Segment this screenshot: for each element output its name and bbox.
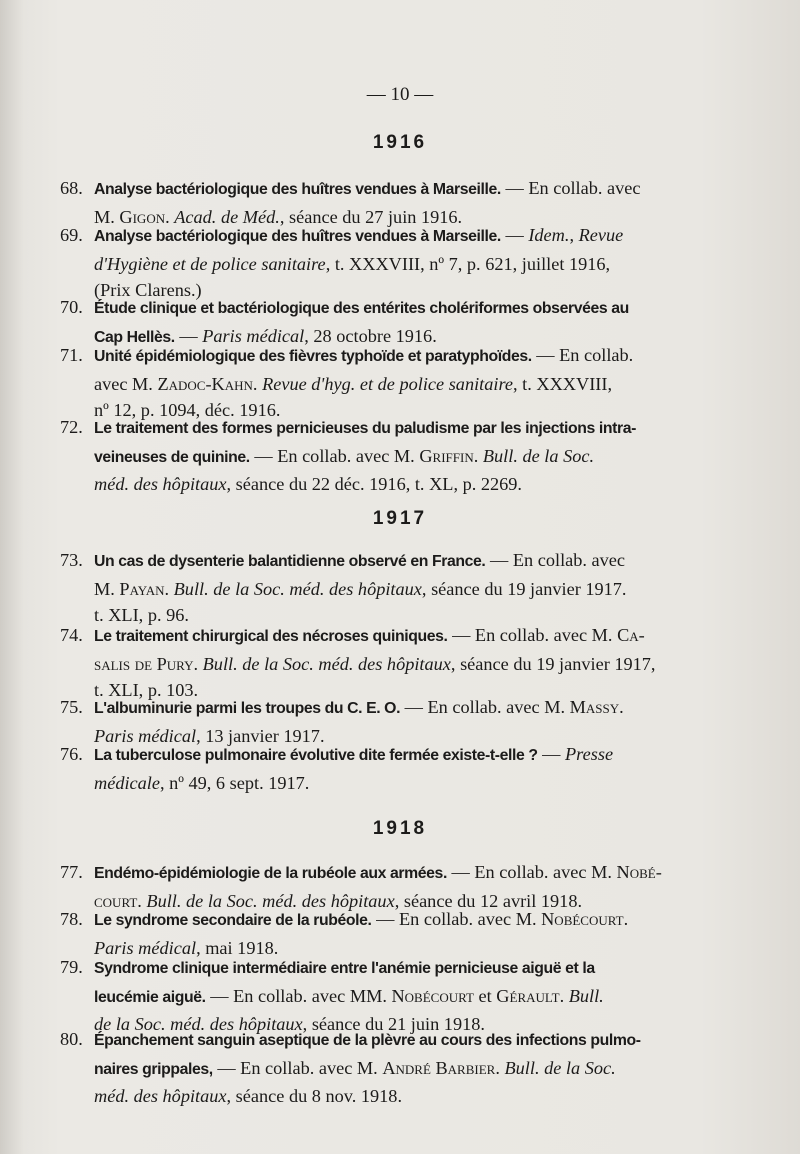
list-item: 78. Le syndrome secondaire de la rubéole. — En collab. avec M. Nobécourt. Paris médical, mai 1918. [60, 906, 700, 961]
journal-name: Bull. de la Soc. méd. des hôpitaux [173, 578, 422, 599]
list-item: 77. Endémo-épidémiologie de la rubéole aux armées. — En collab. avec M. Nobé- court. Bull. de la Soc. méd. des hôpitaux, séance du 12 avril 1918. [60, 859, 700, 914]
journal-name: Paris médical [94, 725, 197, 746]
entry-number: 74. [60, 625, 83, 645]
list-item: 79. Syndrome clinique intermédiaire entre l'anémie pernicieuse aiguë et la leucémie aiguë. — En collab. avec MM. Nobécourt et Gérault. Bull. de la Soc. méd. des hôpitaux, séance du 21 juin 1918. [60, 954, 700, 1038]
entry-title: Unité épidémiologique des fièvres typhoïde et paratyphoïdes. [94, 348, 532, 365]
author-name: Payan [119, 578, 165, 599]
entry-number: 77. [60, 862, 83, 882]
journal-name: Paris médical [94, 937, 197, 958]
list-item: 74. Le traitement chirurgical des nécroses quiniques. — En collab. avec M. Ca- salis de Pury. Bull. de la Soc. méd. des hôpitaux, séance du 19 janvier 1917, t. XLI, p. 103. [60, 622, 700, 704]
entry-title: Étude clinique et bactériologique des entérites cholériformes observées au [94, 300, 629, 317]
entry-number: 72. [60, 417, 83, 437]
entry-number: 75. [60, 697, 83, 717]
journal-name: Presse [565, 744, 614, 764]
journal-name: Paris médical [202, 325, 305, 346]
entry-title: Analyse bactériologique des huîtres vendues à Marseille. [94, 228, 501, 245]
entry-title: Le traitement des formes pernicieuses du paludisme par les injections intra- [94, 420, 636, 437]
entry-title: L'albuminurie parmi les troupes du C. E. O. [94, 700, 401, 717]
author-name: Nobé- [616, 862, 662, 882]
journal-name: Acad. de Méd. [174, 206, 280, 227]
list-item: 70. Étude clinique et bactériologique des entérites cholériformes observées au Cap Hellès. — Paris médical, 28 octobre 1916. [60, 294, 700, 351]
journal-name: d'Hygiène et de police sanitaire [94, 253, 326, 274]
entry-number: 69. [60, 225, 83, 245]
author-name: Ca- [617, 625, 645, 645]
entry-title: Le traitement chirurgical des nécroses quiniques. [94, 628, 448, 645]
author-name: André Barbier [382, 1057, 496, 1078]
entry-title: Épanchement sanguin aseptique de la plèvre au cours des infections pulmo- [94, 1032, 641, 1049]
journal-name: Revue d'hyg. et de police sanitaire [262, 373, 514, 394]
author-name: Massy [569, 697, 620, 717]
entry-number: 70. [60, 297, 83, 317]
author-name: Gigon [119, 206, 166, 227]
author-name: Gérault [496, 985, 560, 1006]
list-item: 73. Un cas de dysenterie balantidienne observé en France. — En collab. avec M. Payan. Bull. de la Soc. méd. des hôpitaux, séance du 19 janvier 1917. t. XLI, p. 96. [60, 547, 700, 629]
author-name: Griffin [419, 445, 474, 466]
journal-name: Bull. [568, 985, 604, 1006]
author-name: Nobécourt [391, 985, 474, 1006]
entry-number: 79. [60, 957, 83, 977]
year-heading-1917: 1917 [372, 508, 428, 529]
entry-number: 68. [60, 178, 83, 198]
list-item: 71. Unité épidémiologique des fièvres typhoïde et paratyphoïdes. — En collab. avec M. Zadoc-Kahn. Revue d'hyg. et de police sanitaire, t. XXXVIII, nº 12, p. 1094, déc. 1916. [60, 342, 700, 424]
entry-number: 71. [60, 345, 83, 365]
year-heading-1918: 1918 [372, 818, 428, 839]
journal-name: Bull. de la Soc. [504, 1057, 616, 1078]
entry-number: 73. [60, 550, 83, 570]
entry-title: Le syndrome secondaire de la rubéole. [94, 912, 372, 929]
entry-title: Analyse bactériologique des huîtres vendues à Marseille. [94, 181, 501, 198]
author-name: Zadoc-Kahn [157, 373, 253, 394]
list-item: 69. Analyse bactériologique des huîtres vendues à Marseille. — Idem., Revue d'Hygiène et de police sanitaire, t. XXXVIII, nº 7, p. 621, juillet 1916, (Prix Clarens.) [60, 222, 700, 304]
entry-number: 78. [60, 909, 83, 929]
list-item: 68. Analyse bactériologique des huîtres vendues à Marseille. — En collab. avec M. Gigon. Acad. de Méd., séance du 27 juin 1916. [60, 175, 700, 230]
entry-title: Un cas de dysenterie balantidienne observé en France. [94, 553, 486, 570]
list-item: 72. Le traitement des formes pernicieuses du paludisme par les injections intra- veineuses de quinine. — En collab. avec M. Griffin. Bull. de la Soc. méd. des hôpitaux, séance du 22 déc. 1916, t. XL, p. 2269. [60, 414, 700, 498]
entry-number: 80. [60, 1029, 83, 1049]
year-heading-1916: 1916 [372, 132, 428, 153]
page-number: — 10 — [366, 84, 434, 105]
list-item: 80. Épanchement sanguin aseptique de la plèvre au cours des infections pulmo- naires grippales, — En collab. avec M. André Barbier. Bull. de la Soc. méd. des hôpitaux, séance du 8 nov. 1918. [60, 1026, 700, 1110]
entry-title: Endémo-épidémiologie de la rubéole aux armées. [94, 865, 447, 882]
list-item: 75. L'albuminurie parmi les troupes du C. E. O. — En collab. avec M. Massy. Paris médical, 13 janvier 1917. [60, 694, 700, 749]
author-name: Nobécourt [541, 909, 624, 929]
entry-title: Syndrome clinique intermédiaire entre l'anémie pernicieuse aiguë et la [94, 960, 595, 977]
entry-title: La tuberculose pulmonaire évolutive dite fermée existe-t-elle ? [94, 747, 538, 764]
entry-number: 76. [60, 744, 83, 764]
journal-name: Bull. de la Soc. [482, 445, 595, 466]
journal-name: Bull. de la Soc. méd. des hôpitaux [146, 890, 395, 911]
journal-name: Bull. de la Soc. méd. des hôpitaux [202, 653, 451, 674]
list-item: 76. La tuberculose pulmonaire évolutive dite fermée existe-t-elle ? — Presse médicale, nº 49, 6 sept. 1917. [60, 741, 700, 796]
